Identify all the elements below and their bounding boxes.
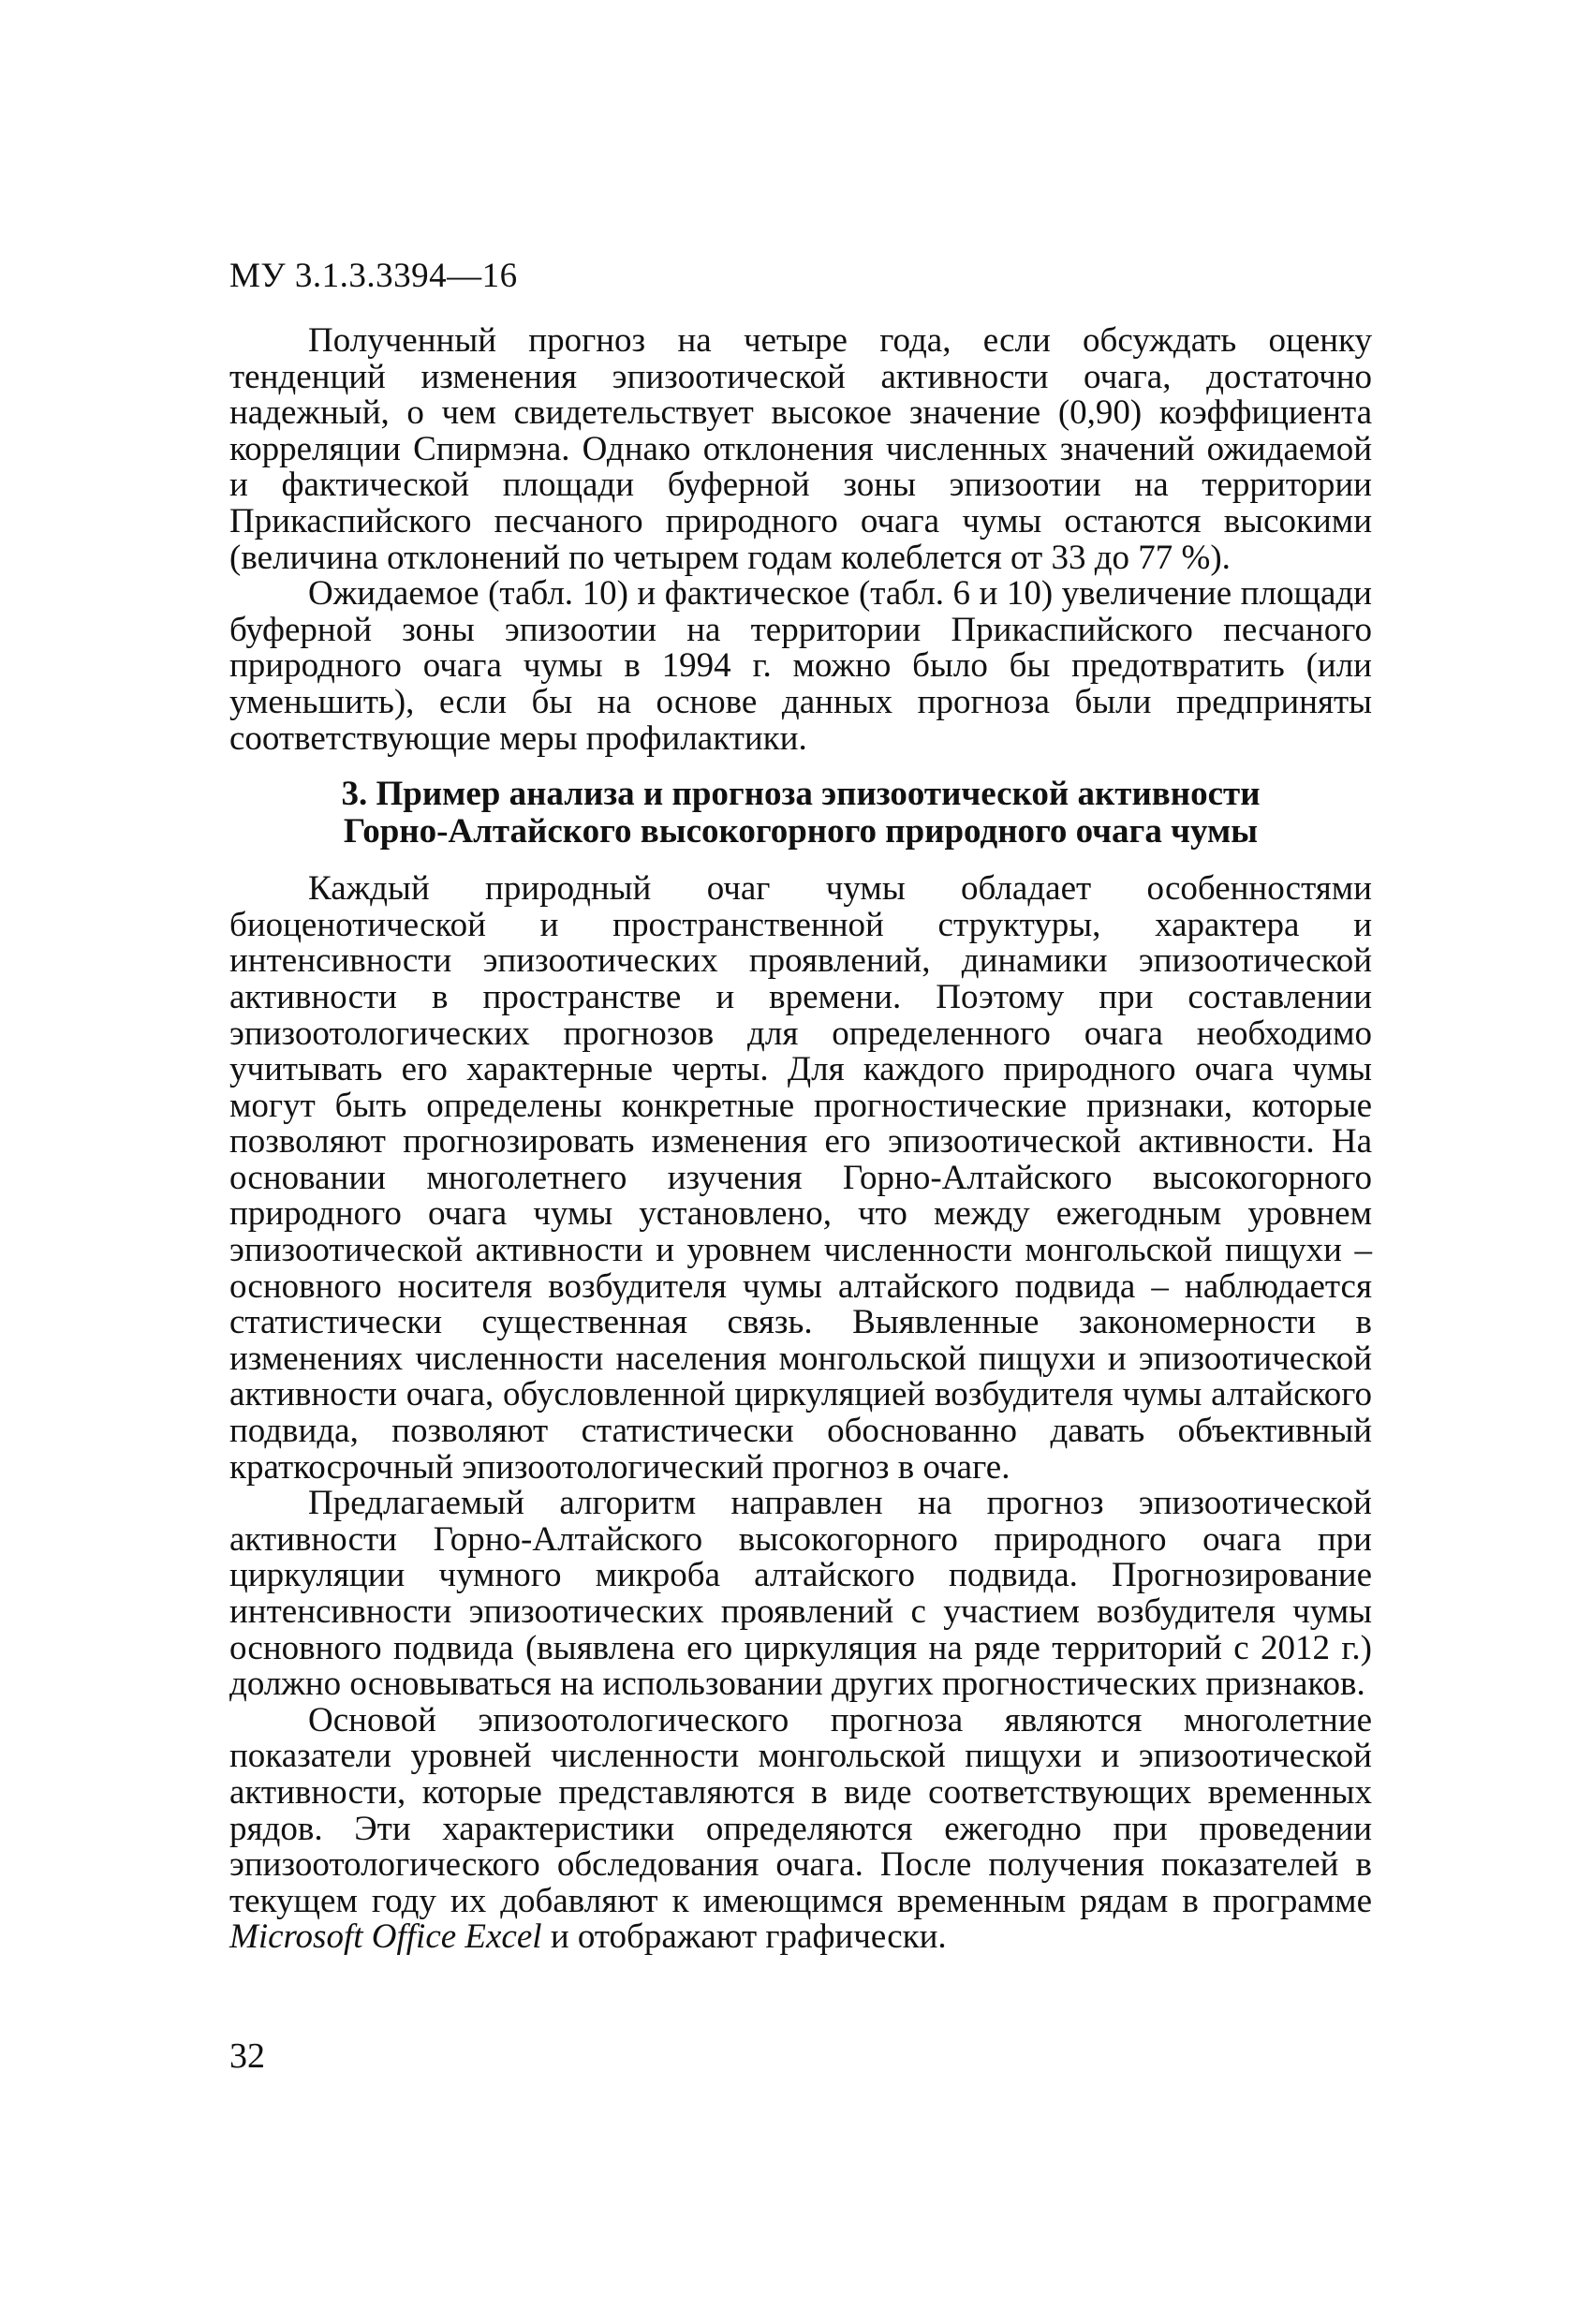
- paragraph-buffer-zone: Ожидаемое (табл. 10) и фактическое (табл. 6 и 10) увеличение площади буферной зоны эпизоотии на территории Прикаспийского песчаного природного очага чумы в 1994 г. можно было бы предотвратить (или уменьшить), если бы на основе данных прогноза были предприняты соответствующие меры профилактики.: [229, 574, 1372, 758]
- document-code-header: МУ 3.1.3.3394—16: [229, 257, 518, 295]
- paragraph-forecast-basis-end: и отображают графически.: [541, 1917, 947, 1957]
- paragraph-forecast-reliability: Полученный прогноз на четыре года, если обсуждать оценку тенденций изменения эпизоотической активности очага, достаточно надежный, о чем свидетельствует высокое значение (0,90) коэффициента корреляции Спирмэна. Однако отклонения численных значений ожидаемой и фактической площади буферной зоны эпизоотии на территории Прикаспийского песчаного природного очага чумы остаются высокими (величина отклонений по четырем годам колеблется от 33 до 77 %).: [229, 321, 1372, 577]
- paragraph-forecast-basis: [229, 1700, 1372, 1957]
- section-heading-line-1: 3. Пример анализа и прогноза эпизоотической активности: [341, 775, 1261, 814]
- paragraph-natural-focus: Каждый природный очаг чумы обладает особенностями биоценотической и пространственной структуры, характера и интенсивности эпизоотических проявлений, динамики эпизоотической активности в пространстве и времени. Поэтому при составлении эпизоотологических прогнозов для определенного очага необходимо учитывать его характерные черты. Для каждого природного очага чумы могут быть определены конкретные прогностические признаки, которые позволяют прогнозировать изменения его эпизоотической активности. На основании многолетнего изучения Горно-Алтайского высокогорного природного очага чумы установлено, что между ежегодным уровнем эпизоотической активности и уровнем численности монгольской пищухи – основного носителя возбудителя чумы алтайского подвида – наблюдается статистически существенная связь. Выявленные закономерности в изменениях численности населения монгольской пищухи и эпизоотической активности очага, обусловленной циркуляцией возбудителя чумы алтайского подвида, позволяют статистически обоснованно давать объективный краткосрочный эпизоотологический прогноз в очаге.: [229, 869, 1372, 1487]
- body-text: [229, 323, 1372, 1956]
- page-number: 32: [229, 2036, 265, 2076]
- section-heading-line-2: Горно-Алтайского высокогорного природного очага чумы: [343, 812, 1259, 851]
- paragraph-forecast-basis-text: Основой эпизоотологического прогноза являются многолетние показатели уровней численности монгольской пищухи и эпизоотической активности, которые представляются в виде соответствующих временных рядов. Эти характеристики определяются ежегодно при проведении эпизоотологического обследования очага. После получения показателей в текущем году их добавляют к имеющимся временным рядам в программе: [229, 1700, 1372, 1920]
- section-heading: [229, 776, 1372, 851]
- paragraph-algorithm: Предлагаемый алгоритм направлен на прогноз эпизоотической активности Горно-Алтайского высокогорного природного очага при циркуляции чумного микроба алтайского подвида. Прогнозирование интенсивности эпизоотических проявлений с участием возбудителя чумы основного подвида (выявлена его циркуляция на ряде территорий с 2012 г.) должно основываться на использовании других прогностических признаков.: [229, 1484, 1372, 1704]
- software-name: Microsoft Office Excel: [229, 1917, 542, 1957]
